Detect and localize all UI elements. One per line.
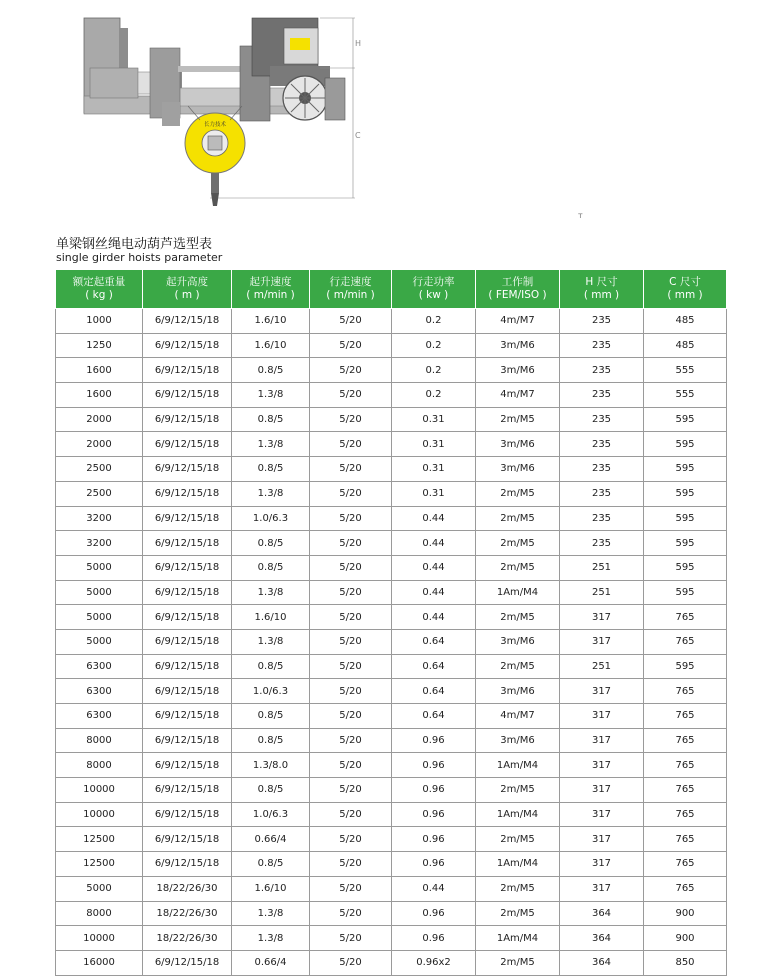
table-cell: 3m/M6: [476, 358, 560, 383]
table-cell: 5/20: [310, 852, 392, 877]
table-cell: 18/22/26/30: [143, 926, 232, 951]
hook-block-badge: 长力技术: [203, 122, 227, 128]
table-cell: 555: [644, 358, 727, 383]
table-cell: 235: [560, 333, 644, 358]
table-cell: 5000: [56, 629, 143, 654]
table-cell: 0.96: [392, 926, 476, 951]
column-header: [310, 270, 392, 309]
table-cell: 1Am/M4: [476, 802, 560, 827]
table-cell: 18/22/26/30: [143, 901, 232, 926]
table-cell: 765: [644, 827, 727, 852]
table-cell: 765: [644, 852, 727, 877]
table-cell: 1.6/10: [232, 333, 310, 358]
table-cell: 4m/M7: [476, 309, 560, 334]
table-cell: 4m/M7: [476, 383, 560, 408]
table-cell: 1.6/10: [232, 605, 310, 630]
table-cell: 6/9/12/15/18: [143, 457, 232, 482]
table-cell: 6/9/12/15/18: [143, 506, 232, 531]
table-cell: 6/9/12/15/18: [143, 383, 232, 408]
table-cell: 235: [560, 358, 644, 383]
table-title-cn: 单梁钢丝绳电动葫芦选型表: [56, 237, 213, 252]
table-cell: 6300: [56, 704, 143, 729]
table-cell: 6/9/12/15/18: [143, 654, 232, 679]
table-cell: 6/9/12/15/18: [143, 728, 232, 753]
table-cell: 0.31: [392, 407, 476, 432]
table-cell: 0.64: [392, 654, 476, 679]
table-cell: 364: [560, 926, 644, 951]
table-cell: 0.44: [392, 876, 476, 901]
table-cell: 0.64: [392, 679, 476, 704]
table-cell: 3200: [56, 531, 143, 556]
table-cell: 2m/M5: [476, 605, 560, 630]
table-cell: 900: [644, 901, 727, 926]
spec-table-header: [56, 270, 727, 309]
table-cell: 595: [644, 555, 727, 580]
table-row: [56, 926, 727, 951]
table-row: [56, 531, 727, 556]
table-cell: 10000: [56, 778, 143, 803]
table-cell: 235: [560, 383, 644, 408]
table-cell: 317: [560, 605, 644, 630]
table-cell: 2m/M5: [476, 407, 560, 432]
table-cell: 0.66/4: [232, 827, 310, 852]
table-cell: 1.3/8: [232, 432, 310, 457]
table-cell: 2500: [56, 457, 143, 482]
table-cell: 1.3/8: [232, 383, 310, 408]
table-cell: 5/20: [310, 876, 392, 901]
column-header: [143, 270, 232, 309]
table-cell: 6/9/12/15/18: [143, 358, 232, 383]
table-cell: 2m/M5: [476, 654, 560, 679]
table-row: [56, 506, 727, 531]
table-cell: 5/20: [310, 605, 392, 630]
table-cell: 317: [560, 629, 644, 654]
table-cell: 5/20: [310, 358, 392, 383]
table-cell: 317: [560, 876, 644, 901]
table-row: [56, 407, 727, 432]
column-header: [560, 270, 644, 309]
table-cell: 317: [560, 679, 644, 704]
table-row: [56, 728, 727, 753]
table-cell: 0.2: [392, 358, 476, 383]
table-row: [56, 876, 727, 901]
table-cell: 12500: [56, 827, 143, 852]
table-cell: 0.31: [392, 457, 476, 482]
table-cell: 5/20: [310, 629, 392, 654]
table-cell: 235: [560, 457, 644, 482]
column-header-label: H 尺寸: [585, 276, 618, 288]
table-cell: 0.8/5: [232, 728, 310, 753]
table-cell: 2m/M5: [476, 901, 560, 926]
table-cell: 1Am/M4: [476, 852, 560, 877]
table-cell: 765: [644, 629, 727, 654]
table-cell: 3200: [56, 506, 143, 531]
table-cell: 595: [644, 654, 727, 679]
table-cell: 3m/M6: [476, 333, 560, 358]
column-header-unit: ( mm ): [667, 289, 703, 301]
table-cell: 595: [644, 580, 727, 605]
table-cell: 6/9/12/15/18: [143, 309, 232, 334]
table-cell: 3m/M6: [476, 629, 560, 654]
left-motor: [90, 68, 138, 98]
table-cell: 1Am/M4: [476, 753, 560, 778]
column-header-label: 起升速度: [249, 276, 292, 288]
table-cell: 5000: [56, 555, 143, 580]
table-cell: 0.96: [392, 753, 476, 778]
table-cell: 235: [560, 506, 644, 531]
table-cell: 2m/M5: [476, 827, 560, 852]
table-cell: 0.96: [392, 778, 476, 803]
table-cell: 6300: [56, 679, 143, 704]
yellow-label: [290, 38, 310, 50]
table-cell: 0.8/5: [232, 852, 310, 877]
table-cell: 5/20: [310, 950, 392, 975]
table-cell: 18/22/26/30: [143, 876, 232, 901]
table-row: [56, 901, 727, 926]
table-cell: 6/9/12/15/18: [143, 432, 232, 457]
table-cell: 5/20: [310, 407, 392, 432]
table-cell: 2m/M5: [476, 778, 560, 803]
table-cell: 5/20: [310, 432, 392, 457]
table-cell: 765: [644, 753, 727, 778]
table-cell: 0.44: [392, 605, 476, 630]
table-cell: 5/20: [310, 901, 392, 926]
table-cell: 8000: [56, 901, 143, 926]
table-cell: 1.3/8: [232, 901, 310, 926]
table-cell: 0.96: [392, 728, 476, 753]
dim-c-label: C: [355, 131, 361, 140]
corner-mark: т: [578, 211, 583, 220]
table-cell: 0.66/4: [232, 950, 310, 975]
table-cell: 5/20: [310, 753, 392, 778]
table-cell: 317: [560, 778, 644, 803]
table-cell: 850: [644, 950, 727, 975]
table-cell: 6/9/12/15/18: [143, 629, 232, 654]
table-row: [56, 827, 727, 852]
table-cell: 1.6/10: [232, 876, 310, 901]
table-cell: 16000: [56, 950, 143, 975]
table-cell: 6/9/12/15/18: [143, 333, 232, 358]
hook-shank: [211, 173, 219, 193]
table-row: [56, 333, 727, 358]
column-header: [644, 270, 727, 309]
table-cell: 765: [644, 704, 727, 729]
table-cell: 6/9/12/15/18: [143, 407, 232, 432]
column-header: [476, 270, 560, 309]
column-header-label: 行走功率: [412, 276, 455, 288]
table-cell: 251: [560, 580, 644, 605]
table-cell: 595: [644, 432, 727, 457]
table-cell: 5/20: [310, 926, 392, 951]
table-cell: 4m/M7: [476, 704, 560, 729]
table-cell: 317: [560, 852, 644, 877]
table-cell: 1Am/M4: [476, 580, 560, 605]
column-header-unit: ( m ): [174, 289, 200, 301]
table-cell: 5/20: [310, 704, 392, 729]
table-cell: 0.96: [392, 901, 476, 926]
table-row: [56, 309, 727, 334]
table-cell: 6/9/12/15/18: [143, 802, 232, 827]
table-cell: 364: [560, 950, 644, 975]
table-cell: 8000: [56, 753, 143, 778]
table-cell: 1.0/6.3: [232, 802, 310, 827]
table-row: [56, 654, 727, 679]
table-cell: 5/20: [310, 531, 392, 556]
table-cell: 235: [560, 309, 644, 334]
table-cell: 6/9/12/15/18: [143, 778, 232, 803]
table-cell: 0.96: [392, 852, 476, 877]
table-cell: 1.3/8: [232, 629, 310, 654]
table-row: [56, 457, 727, 482]
table-cell: 0.64: [392, 704, 476, 729]
column-header-unit: ( FEM/ISO ): [488, 289, 547, 301]
hook-block-axle: [208, 136, 222, 150]
table-row: [56, 580, 727, 605]
table-cell: 2000: [56, 432, 143, 457]
table-cell: 6/9/12/15/18: [143, 555, 232, 580]
table-cell: 1.3/8: [232, 481, 310, 506]
table-cell: 0.2: [392, 309, 476, 334]
table-cell: 12500: [56, 852, 143, 877]
table-cell: 317: [560, 802, 644, 827]
table-cell: 6/9/12/15/18: [143, 679, 232, 704]
table-cell: 235: [560, 432, 644, 457]
column-header-label: 行走速度: [329, 276, 372, 288]
hoist-diagram: [70, 8, 590, 218]
column-header-unit: ( mm ): [583, 289, 620, 301]
table-cell: 1.6/10: [232, 309, 310, 334]
table-cell: 6/9/12/15/18: [143, 605, 232, 630]
table-cell: 5/20: [310, 802, 392, 827]
table-cell: 765: [644, 728, 727, 753]
table-cell: 595: [644, 531, 727, 556]
table-cell: 2000: [56, 407, 143, 432]
table-cell: 5000: [56, 605, 143, 630]
table-row: [56, 802, 727, 827]
table-row: [56, 679, 727, 704]
table-row: [56, 383, 727, 408]
table-row: [56, 753, 727, 778]
table-cell: 235: [560, 407, 644, 432]
table-cell: 6/9/12/15/18: [143, 753, 232, 778]
table-row: [56, 629, 727, 654]
table-cell: 0.44: [392, 555, 476, 580]
table-cell: 0.8/5: [232, 407, 310, 432]
table-row: [56, 950, 727, 975]
table-row: [56, 555, 727, 580]
table-cell: 2m/M5: [476, 950, 560, 975]
table-cell: 2m/M5: [476, 531, 560, 556]
table-cell: 0.44: [392, 580, 476, 605]
table-cell: 317: [560, 728, 644, 753]
table-cell: 5/20: [310, 481, 392, 506]
column-header-unit: ( m/min ): [246, 289, 295, 301]
table-cell: 0.8/5: [232, 457, 310, 482]
table-cell: 3m/M6: [476, 457, 560, 482]
table-cell: 2m/M5: [476, 481, 560, 506]
column-header-label: 起升高度: [166, 276, 208, 288]
table-cell: 317: [560, 753, 644, 778]
table-cell: 235: [560, 531, 644, 556]
table-cell: 5/20: [310, 827, 392, 852]
brake-housing: [325, 78, 345, 120]
table-cell: 900: [644, 926, 727, 951]
table-cell: 251: [560, 555, 644, 580]
table-cell: 251: [560, 654, 644, 679]
table-row: [56, 704, 727, 729]
table-cell: 0.44: [392, 531, 476, 556]
table-cell: 10000: [56, 802, 143, 827]
table-cell: 0.96: [392, 827, 476, 852]
table-cell: 5/20: [310, 457, 392, 482]
table-cell: 0.8/5: [232, 531, 310, 556]
table-cell: 0.31: [392, 481, 476, 506]
header-row: [56, 270, 727, 309]
table-cell: 1.3/8.0: [232, 753, 310, 778]
table-cell: 6/9/12/15/18: [143, 852, 232, 877]
table-title-en: single girder hoists parameter: [56, 251, 223, 264]
table-cell: 6/9/12/15/18: [143, 531, 232, 556]
table-cell: 5/20: [310, 728, 392, 753]
table-cell: 3m/M6: [476, 728, 560, 753]
table-cell: 595: [644, 457, 727, 482]
table-cell: 8000: [56, 728, 143, 753]
table-cell: 0.31: [392, 432, 476, 457]
column-header-unit: ( kg ): [85, 289, 113, 301]
table-cell: 1250: [56, 333, 143, 358]
table-cell: 6/9/12/15/18: [143, 704, 232, 729]
table-cell: 317: [560, 704, 644, 729]
table-cell: 3m/M6: [476, 679, 560, 704]
table-cell: 5/20: [310, 679, 392, 704]
column-header: [232, 270, 310, 309]
table-cell: 6300: [56, 654, 143, 679]
column-header-unit: ( kw ): [418, 289, 449, 301]
table-cell: 1.3/8: [232, 926, 310, 951]
table-row: [56, 358, 727, 383]
table-cell: 1.0/6.3: [232, 679, 310, 704]
table-cell: 1000: [56, 309, 143, 334]
table-cell: 765: [644, 605, 727, 630]
table-cell: 0.96: [392, 802, 476, 827]
table-cell: 485: [644, 333, 727, 358]
table-row: [56, 852, 727, 877]
table-cell: 1Am/M4: [476, 926, 560, 951]
table-cell: 5/20: [310, 778, 392, 803]
table-row: [56, 605, 727, 630]
table-cell: 765: [644, 778, 727, 803]
table-cell: 765: [644, 876, 727, 901]
column-header: [56, 270, 143, 309]
table-cell: 0.8/5: [232, 654, 310, 679]
table-cell: 2m/M5: [476, 555, 560, 580]
table-cell: 0.64: [392, 629, 476, 654]
table-row: [56, 432, 727, 457]
table-cell: 5/20: [310, 654, 392, 679]
table-row: [56, 778, 727, 803]
table-cell: 235: [560, 481, 644, 506]
table-cell: 6/9/12/15/18: [143, 827, 232, 852]
table-cell: 364: [560, 901, 644, 926]
column-header: [392, 270, 476, 309]
dim-h-label: H: [355, 39, 362, 48]
table-cell: 1.0/6.3: [232, 506, 310, 531]
spec-table-body: [56, 309, 727, 976]
table-cell: 1.3/8: [232, 580, 310, 605]
table-cell: 595: [644, 481, 727, 506]
table-cell: 0.8/5: [232, 358, 310, 383]
table-row: [56, 481, 727, 506]
table-cell: 5000: [56, 876, 143, 901]
table-cell: 0.8/5: [232, 704, 310, 729]
table-cell: 595: [644, 407, 727, 432]
table-cell: 10000: [56, 926, 143, 951]
table-cell: 5/20: [310, 333, 392, 358]
table-cell: 0.8/5: [232, 555, 310, 580]
column-header-unit: ( m/min ): [326, 289, 375, 301]
table-cell: 765: [644, 802, 727, 827]
table-cell: 317: [560, 827, 644, 852]
hook-tip: [211, 193, 219, 206]
table-cell: 3m/M6: [476, 432, 560, 457]
table-cell: 5000: [56, 580, 143, 605]
table-cell: 2m/M5: [476, 876, 560, 901]
table-cell: 485: [644, 309, 727, 334]
table-cell: 1600: [56, 383, 143, 408]
table-cell: 5/20: [310, 580, 392, 605]
table-cell: 6/9/12/15/18: [143, 950, 232, 975]
table-cell: 5/20: [310, 309, 392, 334]
table-cell: 765: [644, 679, 727, 704]
table-cell: 5/20: [310, 506, 392, 531]
table-cell: 0.2: [392, 333, 476, 358]
table-cell: 0.96x2: [392, 950, 476, 975]
table-cell: 6/9/12/15/18: [143, 580, 232, 605]
drum-support-bar: [162, 102, 180, 126]
table-cell: 2m/M5: [476, 506, 560, 531]
column-header-label: 额定起重量: [72, 276, 126, 288]
table-cell: 0.44: [392, 506, 476, 531]
fan-spokes: [285, 78, 325, 118]
table-cell: 0.2: [392, 383, 476, 408]
table-cell: 5/20: [310, 555, 392, 580]
table-cell: 5/20: [310, 383, 392, 408]
table-cell: 595: [644, 506, 727, 531]
table-cell: 2500: [56, 481, 143, 506]
spec-table: [55, 269, 727, 976]
table-cell: 6/9/12/15/18: [143, 481, 232, 506]
table-cell: 1600: [56, 358, 143, 383]
column-header-label: 工作制: [501, 276, 534, 288]
column-header-label: C 尺寸: [669, 276, 701, 288]
table-cell: 0.8/5: [232, 778, 310, 803]
table-cell: 555: [644, 383, 727, 408]
